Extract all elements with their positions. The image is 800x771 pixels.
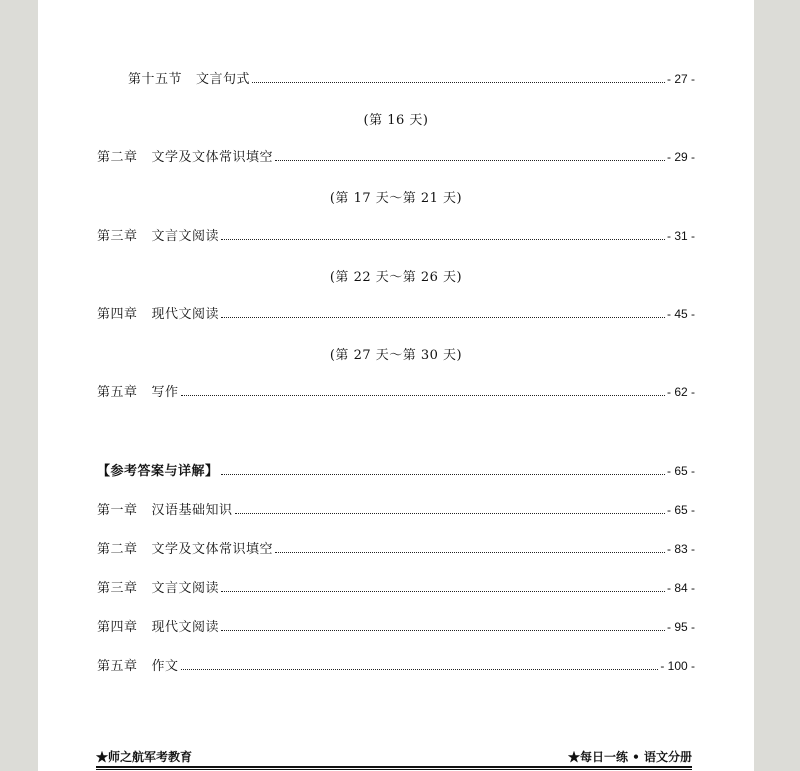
- toc-title: 文言文阅读: [151, 581, 220, 596]
- toc-page-number: - 29 -: [666, 150, 695, 164]
- toc-leader: [235, 513, 665, 514]
- toc-page-number: - 95 -: [666, 620, 695, 634]
- toc-entry-chapter-2[interactable]: [97, 148, 695, 167]
- toc-leader: [221, 317, 665, 318]
- page-footer: [96, 748, 692, 765]
- toc-chapter-label: 第三章: [97, 581, 138, 596]
- toc-entry-answers-chapter-2[interactable]: [97, 540, 695, 559]
- toc-chapter-label: 第一章: [97, 503, 138, 518]
- toc-page-number: - 65 -: [666, 464, 695, 478]
- toc-leader: [275, 552, 665, 553]
- toc-entry-chapter-3[interactable]: [97, 227, 695, 246]
- day-heading: (第 27 天～第 30 天): [329, 348, 463, 363]
- toc-entry-answers[interactable]: [97, 462, 695, 481]
- toc-chapter-label: 第三章: [97, 229, 138, 244]
- toc-entry-chapter-4[interactable]: [97, 305, 695, 324]
- toc-title: 文学及文体常识填空: [151, 150, 274, 165]
- toc-page-number: - 27 -: [666, 72, 695, 86]
- toc-entry-answers-chapter-4[interactable]: [97, 618, 695, 637]
- toc-entry-answers-chapter-3[interactable]: [97, 579, 695, 598]
- toc-page-number: - 83 -: [666, 542, 695, 556]
- footer-right-text: ★每日一练 • 语文分册: [567, 750, 692, 764]
- footer-rule-thin: [96, 769, 692, 770]
- toc-chapter-label: 第四章: [97, 307, 138, 322]
- toc-page-number: - 62 -: [666, 385, 695, 399]
- toc-leader: [181, 669, 659, 670]
- toc-title: 汉语基础知识: [151, 503, 233, 518]
- toc-entry-answers-chapter-5[interactable]: [97, 657, 695, 676]
- toc-page-number: - 45 -: [666, 307, 695, 321]
- toc-leader: [252, 82, 665, 83]
- day-heading: (第 22 天～第 26 天): [329, 270, 463, 285]
- toc-chapter-label: 第五章: [97, 385, 138, 400]
- document-page: [38, 0, 754, 771]
- toc-title: 文学及文体常识填空: [151, 542, 274, 557]
- toc-leader: [221, 474, 665, 475]
- toc-page-number: - 84 -: [666, 581, 695, 595]
- footer-left-text: ★师之航军考教育: [96, 750, 193, 764]
- toc-leader: [221, 591, 665, 592]
- toc-page-number: - 100 -: [660, 659, 695, 673]
- toc-page-number: - 31 -: [666, 229, 695, 243]
- toc-chapter-label: 第二章: [97, 542, 138, 557]
- toc-page-number: - 65 -: [666, 503, 695, 517]
- toc-leader: [221, 239, 665, 240]
- footer-rule: [96, 766, 692, 768]
- toc-leader: [181, 395, 665, 396]
- toc-title: 写作: [151, 385, 179, 400]
- toc-chapter-label: 第二章: [97, 150, 138, 165]
- toc-title: 现代文阅读: [151, 307, 220, 322]
- toc-title: 作文: [151, 659, 179, 674]
- day-heading: (第 17 天～第 21 天): [329, 191, 463, 206]
- toc-entry-section-15[interactable]: [128, 70, 695, 89]
- toc-chapter-label: 第四章: [97, 620, 138, 635]
- toc-chapter-label: 第五章: [97, 659, 138, 674]
- toc-entry-answers-chapter-1[interactable]: [97, 501, 695, 520]
- toc-title: 文言句式: [196, 72, 251, 87]
- toc-leader: [275, 160, 665, 161]
- toc-leader: [221, 630, 665, 631]
- toc-chapter-label: 【参考答案与详解】: [97, 464, 219, 479]
- day-heading: (第 16 天): [363, 113, 429, 128]
- toc-chapter-label: 第十五节: [128, 72, 183, 87]
- toc-title: 现代文阅读: [151, 620, 220, 635]
- toc-entry-chapter-5[interactable]: [97, 383, 695, 402]
- toc-title: 文言文阅读: [151, 229, 220, 244]
